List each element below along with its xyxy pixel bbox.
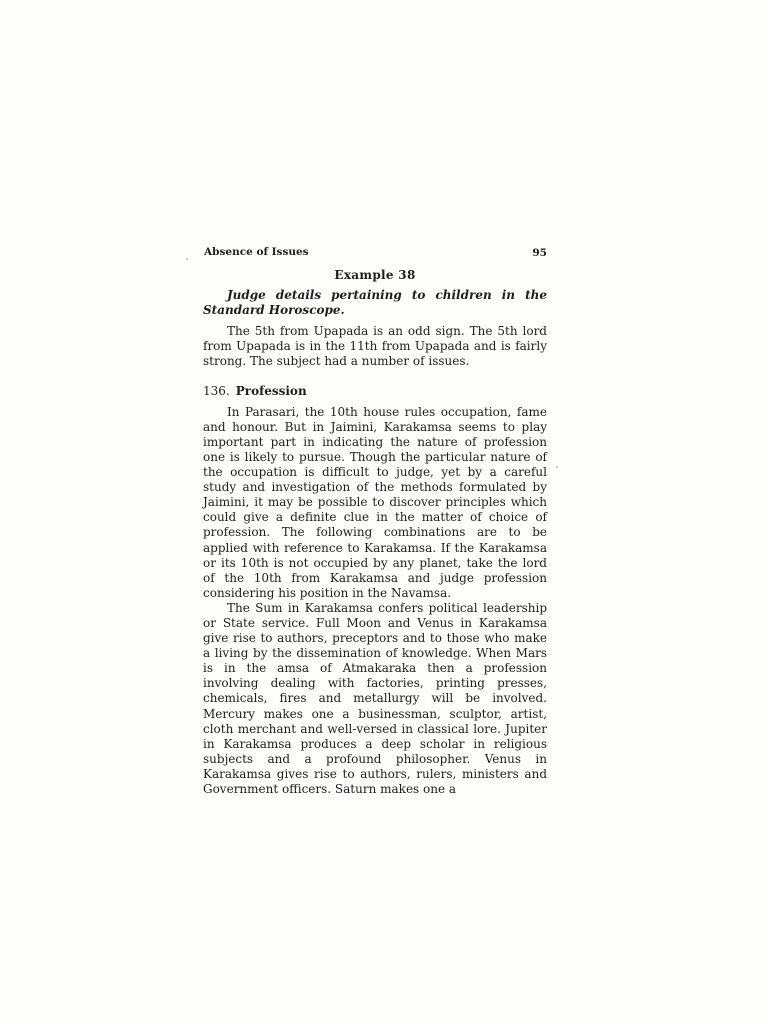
example-answer: The 5th from Upapada is an odd sign. The 5th lord from Upapada is in the 11th from Upapada and is fairly strong. The subject had a number of issues. — [203, 324, 547, 369]
scan-speck — [556, 466, 558, 468]
page-body — [203, 268, 547, 797]
scan-speck — [186, 258, 188, 260]
page-number: 95 — [532, 247, 547, 259]
running-title: Absence of Issues — [204, 246, 309, 258]
section-paragraph: In Parasari, the 10th house rules occupation, fame and honour. But in Jaimini, Karakamsa seems to play important part in indicating the nature of profession one is likely to pursue. Though the particular nature of the occupation is difficult to judge, yet by a careful study and investigation of the methods formulated by Jaimini, it may be possible to discover principles which could give a definite clue in the matter of choice of profession. The following combinations are to be applied with reference to Karakamsa. If the Karakamsa or its 10th is not occupied by any planet, take the lord of the 10th from Karakamsa and judge profession considering his position in the Navamsa. — [203, 404, 547, 600]
example-question: Judge details pertaining to children in the Standard Horoscope. — [203, 288, 547, 318]
section-paragraph: The Sum in Karakamsa confers political leadership or State service. Full Moon and Venus in Karakamsa give rise to authors, preceptors and to those who make a living by the dissemination of knowledge. When Mars is in the amsa of Atmakaraka then a profession involving dealing with factories, printing presses, chemicals, fires and metallurgy will be involved. Mercury makes one a businessman, sculptor, artist, cloth merchant and well-versed in classical lore. Jupiter in Karakamsa produces a deep scholar in religious subjects and a profound philosopher. Venus in Karakamsa gives rise to authors, rulers, ministers and Government officers. Saturn makes one a — [203, 600, 547, 796]
section-heading — [203, 384, 547, 399]
page-header — [204, 246, 547, 262]
section-title: Profession — [235, 383, 307, 398]
section-number: 136. — [203, 383, 230, 398]
example-title: Example 38 — [334, 268, 416, 282]
